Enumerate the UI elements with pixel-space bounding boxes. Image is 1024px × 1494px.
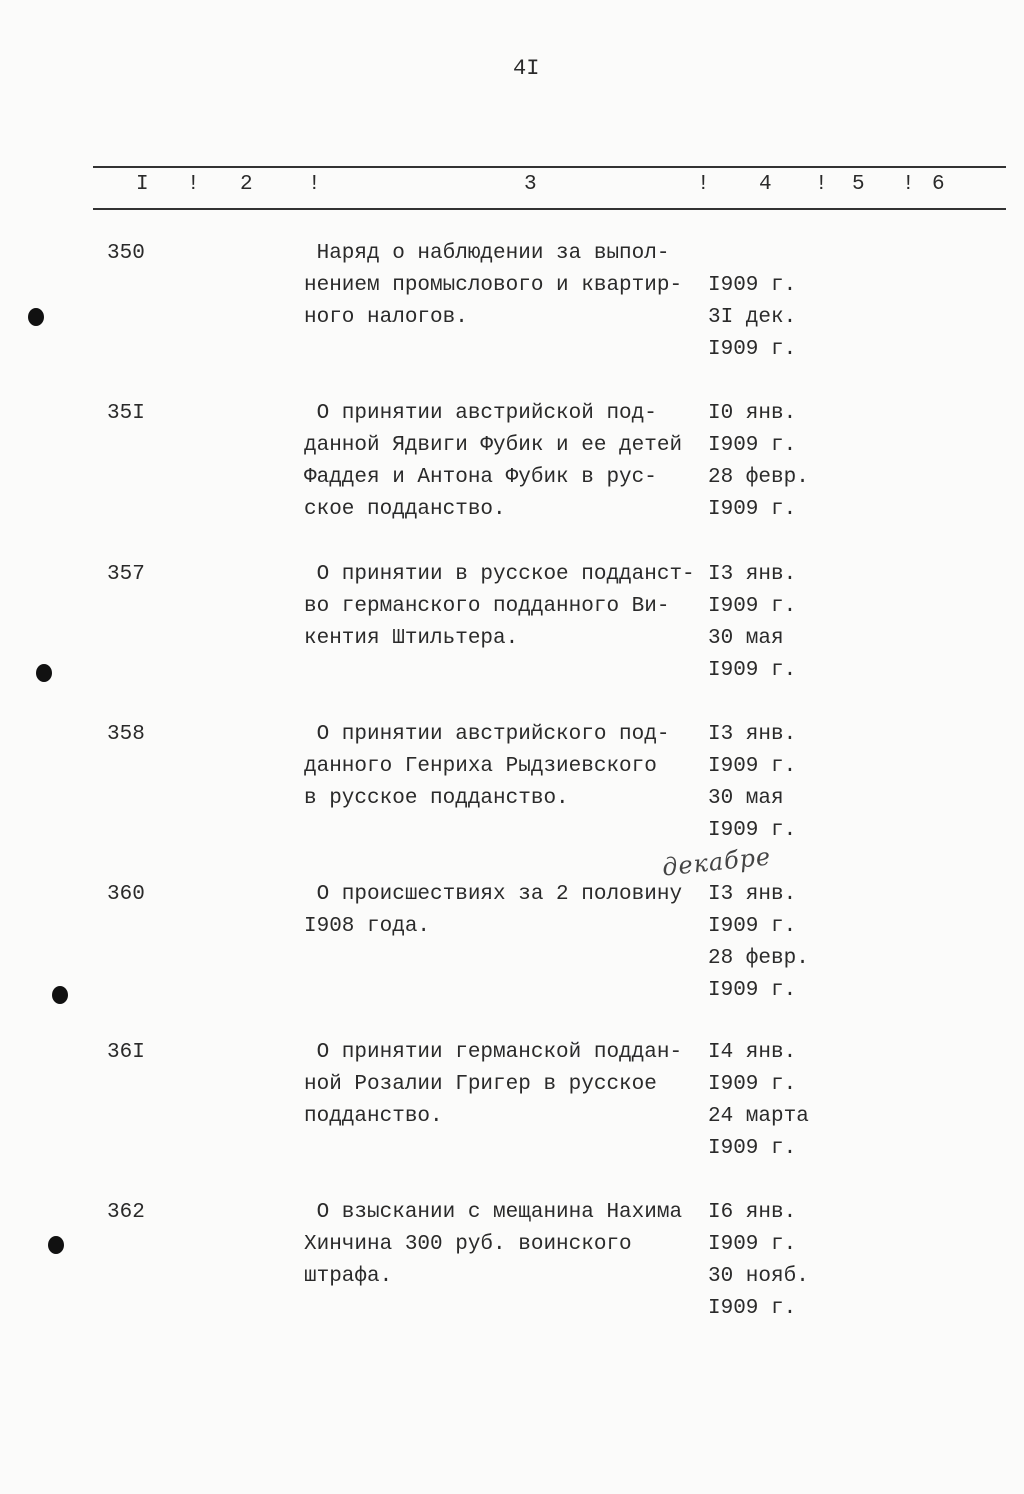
item-date-line: I4 янв. <box>708 1041 797 1064</box>
item-date-line: I909 г. <box>708 659 797 682</box>
item-date-line: 28 февр. <box>708 947 809 970</box>
column-header: 6 <box>932 173 945 196</box>
item-date-line: I909 г. <box>708 434 797 457</box>
column-header: 5 <box>852 173 865 196</box>
item-number: 358 <box>107 723 145 746</box>
item-date-line: I909 г. <box>708 755 797 778</box>
item-title-line: ного налогов. <box>304 306 468 329</box>
item-title-line: штрафа. <box>304 1265 393 1288</box>
item-date-line: 30 мая <box>708 787 784 810</box>
handwritten-note: декабре <box>660 842 773 882</box>
item-number: 360 <box>107 883 145 906</box>
header-bottom-rule <box>93 208 1006 210</box>
item-title-line: О взыскании с мещанина Нахима <box>304 1201 683 1224</box>
item-number: 36I <box>107 1041 145 1064</box>
item-date-line: I909 г. <box>708 1137 797 1160</box>
item-title-line: ной Розалии Григер в русское <box>304 1073 657 1096</box>
item-date-line: 3I дек. <box>708 306 797 329</box>
item-date-line: I909 г. <box>708 1297 797 1320</box>
item-title-line: во германского подданного Ви- <box>304 595 670 618</box>
item-date-line: I3 янв. <box>708 723 797 746</box>
item-date-line: 28 февр. <box>708 466 809 489</box>
item-title-line: О принятии австрийской под- <box>304 402 657 425</box>
item-title-line: Наряд о наблюдении за выпол- <box>304 242 670 265</box>
column-separator: ! <box>187 173 200 196</box>
punch-hole-mark <box>52 986 68 1004</box>
item-date-line: I909 г. <box>708 498 797 521</box>
item-title-line: О принятии в русское подданст- <box>304 563 695 586</box>
item-title-line: О происшествиях за 2 половину <box>304 883 683 906</box>
punch-hole-mark <box>48 1236 64 1254</box>
item-title-line: нением промыслового и квартир- <box>304 274 683 297</box>
item-number: 350 <box>107 242 145 265</box>
header-top-rule <box>93 166 1006 168</box>
item-date-line: I909 г. <box>708 915 797 938</box>
item-date-line: I909 г. <box>708 979 797 1002</box>
item-date-line: I0 янв. <box>708 402 797 425</box>
item-title-line: ское подданство. <box>304 498 506 521</box>
column-header: 3 <box>524 173 537 196</box>
item-title-line: кентия Штильтера. <box>304 627 519 650</box>
item-title-line: в русское подданство. <box>304 787 569 810</box>
item-date-line: I909 г. <box>708 338 797 361</box>
column-separator: ! <box>902 173 915 196</box>
column-header: I <box>136 173 149 196</box>
item-date-line: 30 мая <box>708 627 784 650</box>
item-number: 35I <box>107 402 145 425</box>
item-title-line: данного Генриха Рыдзиевского <box>304 755 657 778</box>
column-separator: ! <box>815 173 828 196</box>
item-title-line: подданство. <box>304 1105 443 1128</box>
item-title-line: О принятии австрийского под- <box>304 723 670 746</box>
item-number: 362 <box>107 1201 145 1224</box>
column-header: 4 <box>759 173 772 196</box>
item-date-line: I3 янв. <box>708 563 797 586</box>
item-date-line: 24 марта <box>708 1105 809 1128</box>
item-date-line: I909 г. <box>708 595 797 618</box>
item-date-line: I909 г. <box>708 1233 797 1256</box>
item-date-line: I6 янв. <box>708 1201 797 1224</box>
item-date-line: I909 г. <box>708 274 797 297</box>
item-date-line: I909 г. <box>708 1073 797 1096</box>
item-title-line: данной Ядвиги Фубик и ее детей <box>304 434 683 457</box>
item-date-line: I3 янв. <box>708 883 797 906</box>
punch-hole-mark <box>28 308 44 326</box>
page-number: 4I <box>513 56 540 81</box>
item-number: 357 <box>107 563 145 586</box>
item-date-line: I909 г. <box>708 819 797 842</box>
column-separator: ! <box>308 173 321 196</box>
item-title-line: Хинчина 300 руб. воинского <box>304 1233 632 1256</box>
item-date-line: 30 нояб. <box>708 1265 809 1288</box>
column-header: 2 <box>240 173 253 196</box>
punch-hole-mark <box>36 664 52 682</box>
item-title-line: I908 года. <box>304 915 431 938</box>
item-title-line: О принятии германской поддан- <box>304 1041 683 1064</box>
column-separator: ! <box>697 173 710 196</box>
item-title-line: Фаддея и Антона Фубик в рус- <box>304 466 657 489</box>
